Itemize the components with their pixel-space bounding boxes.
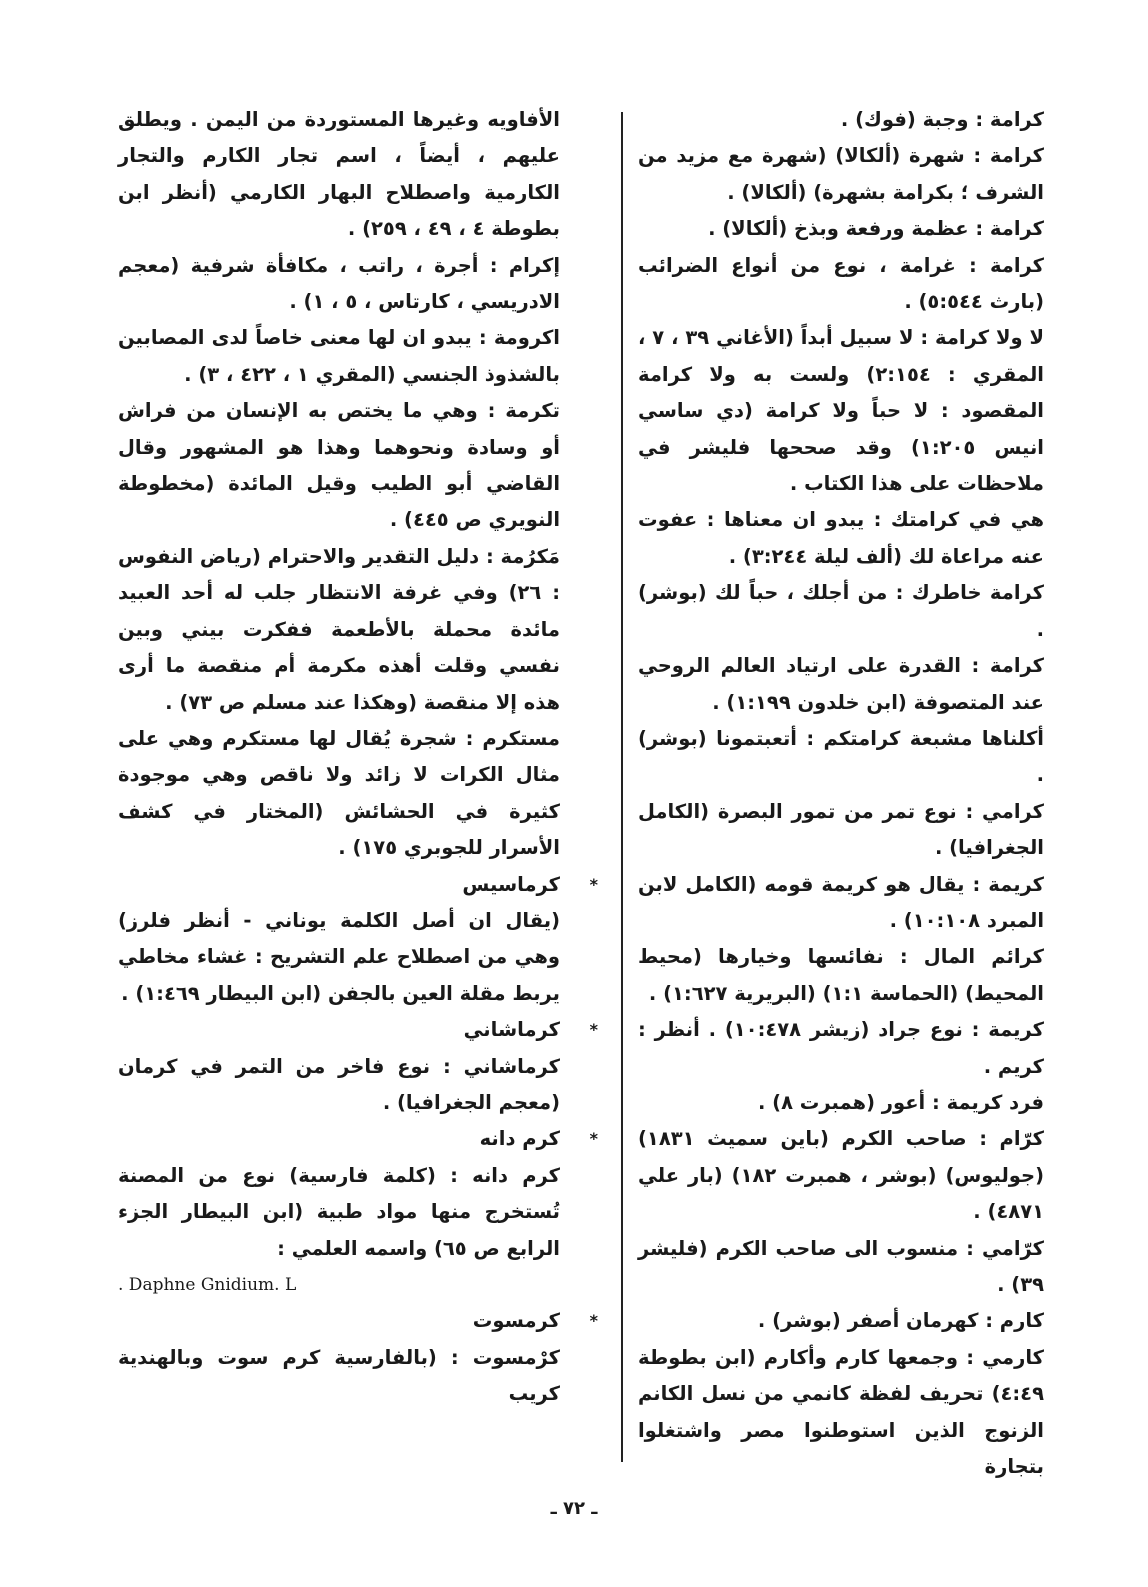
- entry: كرامة : غرامة ، نوع من أنواع الضرائب (بارث ٥:٥٤٤) .: [638, 253, 1044, 314]
- headword: [118, 867, 598, 903]
- entry: مَكرُمة : دليل التقدير والاحترام (رياض النفوس : ٢٦) وفي غرفة الانتظار جلب له أحد العبيد مائدة محملة بالأطعمة ففكرت بيني وبين نفسي وقلت أهذه مكرمة أم منقصة ما أرى هذه إلا منقصة (وهكذا عند مسلم ص ٧٣) .: [118, 544, 560, 714]
- entry: كرّام : صاحب الكرم (باين سميث ١٨٣١) (جوليوس) (بوشر ، همبرت ١٨٢) (بار علي ٤٨٧١) .: [638, 1127, 1044, 1224]
- entry: كرامي : نوع تمر من تمور البصرة (الكامل الجغرافيا) .: [638, 799, 1044, 860]
- entry: إكرام : أجرة ، راتب ، مكافأة شرفية (معجم الادريسي ، كارتاس ، ٥ ، ١) .: [118, 253, 560, 314]
- left-column: [118, 102, 598, 1413]
- entry: الأفاويه وغيرها المستوردة من اليمن . ويطلق عليهم ، أيضاً ، اسم تجار الكارم والتجار الكارمية واصطلاح البهار الكارمي (أنظر ابن بطوطة ٤ ، ٤٩ ، ٢٥٩) .: [118, 108, 560, 241]
- headword-text: كرماشاني: [463, 1018, 560, 1042]
- entry: لا ولا كرامة : لا سبيل أبداً (الأغاني ٣٩ ، ٧ ، المقري : ٢:١٥٤) ولست به ولا كرامة المقصود : لا حباً ولا كرامة (دي ساسي انيس ١:٢٠٥) وقد صححها فليشر في ملاحظات على هذا الكتاب .: [638, 326, 1045, 496]
- entry: كرم دانه : (كلمة فارسية) نوع من المصنة تُستخرج منها مواد طبية (ابن البيطار الجزء الرابع ص ٦٥) واسمه العلمي :: [118, 1163, 560, 1260]
- entry: أكلناها مشبعة كرامتكم : أتعبتمونا (بوشر) .: [638, 726, 1044, 787]
- entry: اكرومة : يبدو ان لها معنى خاصاً لدى المصابين بالشذوذ الجنسي (المقري ١ ، ٤٢٢ ، ٣) .: [118, 326, 560, 386]
- entry: كرْمسوت : (بالفارسية كرم سوت وبالهندية كريب: [118, 1345, 560, 1406]
- bullet-icon: *: [589, 1020, 598, 1040]
- entry: كرّامي : منسوب الى صاحب الكرم (فليشر ٣٩) .: [638, 1236, 1044, 1296]
- bullet-icon: *: [589, 1311, 598, 1331]
- entry: كريمة : نوع جراد (زيشر ١٠:٤٧٨) . أنظر : كريم .: [638, 1018, 1044, 1078]
- entry: كرماشاني : نوع فاخر من التمر في كرمان (معجم الجغرافيا) .: [118, 1054, 560, 1114]
- headword-text: كرمسوت: [472, 1309, 560, 1333]
- entry: كرامة : القدرة على ارتياد العالم الروحي عند المتصوفة (ابن خلدون ١:١٩٩) .: [638, 654, 1044, 714]
- scientific-name: . Daphne Gnidium. L: [118, 1275, 297, 1295]
- headword-text: كرم دانه: [479, 1127, 560, 1151]
- entry: كارم : كهرمان أصفر (بوشر) .: [757, 1309, 1044, 1333]
- bullet-icon: *: [589, 1129, 598, 1149]
- entry: فرد كريمة : أعور (همبرت ٨) .: [757, 1090, 1044, 1114]
- entry: هي في كرامتك : يبدو ان معناها : عفوت عنه مراعاة لك (ألف ليلة ٣:٢٤٤) .: [638, 508, 1044, 568]
- headword-text: كرماسيس: [462, 872, 560, 896]
- headword: [118, 1121, 598, 1157]
- right-column: [638, 102, 1044, 1485]
- headword: [118, 1012, 598, 1048]
- entry: كرامة : وجبة (فوك) .: [840, 108, 1044, 131]
- page-number: ـ ٧٢ ـ: [550, 1498, 598, 1519]
- column-divider: [621, 112, 623, 1462]
- entry: تكرمة : وهي ما يختص به الإنسان من فراش أو وسادة ونحوهما وهذا هو المشهور وقال القاضي أبو الطيب وقيل المائدة (مخطوطة النويري ص ٤٤٥) .: [118, 399, 560, 532]
- entry: (يقال ان أصل الكلمة يوناني - أنظر فلرز) وهي من اصطلاح علم التشريح : غشاء مخاطي يربط مقلة العين بالجفن (ابن البيطار ١:٤٦٩) .: [118, 908, 560, 1005]
- entry: كرامة خاطرك : من أجلك ، حباً لك (بوشر) .: [638, 581, 1044, 641]
- entry: كارمي : وجمعها كارم وأكارم (ابن بطوطة ٤:٤٩) تحريف لفظة كانمي من نسل الكانم الزنوج الذين استوطنوا مصر واشتغلوا بتجارة: [638, 1345, 1044, 1479]
- entry: كريمة : يقال هو كريمة قومه (الكامل لابن المبرد ١٠:١٠٨) .: [638, 872, 1044, 932]
- bullet-icon: *: [589, 874, 598, 894]
- headword: [118, 1303, 598, 1339]
- entry: كرامة : شهرة (ألكالا) (شهرة مع مزيد من الشرف ؛ بكرامة بشهرة) (ألكالا) .: [638, 144, 1044, 204]
- entry: كرامة : عظمة ورفعة وبذخ (ألكالا) .: [708, 217, 1044, 241]
- entry: كرائم المال : نفائسها وخيارها (محيط المحيط) (الحماسة ١:١) (البريرية ١:٦٢٧) .: [638, 945, 1044, 1005]
- entry: مستكرم : شجرة يُقال لها مستكرم وهي على مثال الكرات لا زائد ولا ناقص وهي موجودة كثيرة في الحشائش (المختار في كشف الأسرار للجوبري ١٧٥) .: [118, 726, 560, 860]
